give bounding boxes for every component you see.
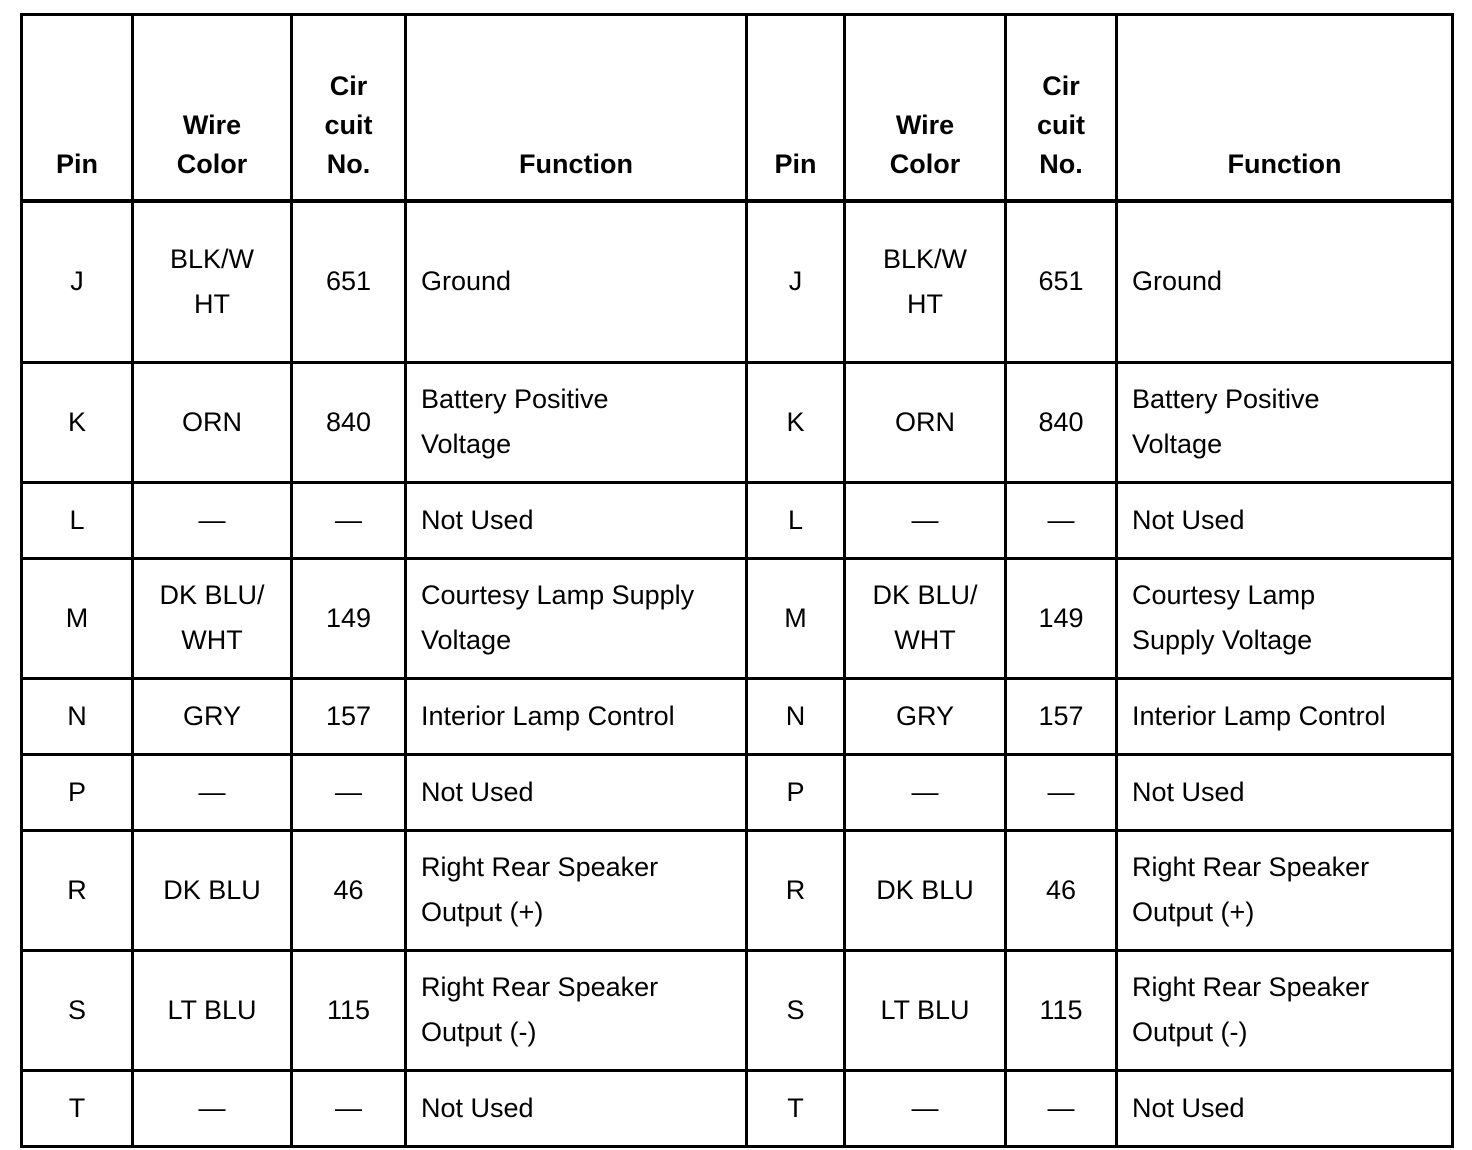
table-row [22, 754, 1453, 830]
wire-color-cell-2-text: ORN [895, 406, 955, 437]
wire-color-cell-2 [845, 558, 1006, 678]
circuit-no-cell-2-text: 115 [1039, 994, 1083, 1025]
wire-color-cell-2 [845, 830, 1006, 950]
pin-cell-2-text: K [786, 406, 805, 437]
function-cell-2-text: Right Rear Speaker Output (-) [1132, 972, 1370, 1047]
function-cell [406, 201, 747, 363]
table-row [22, 482, 1453, 558]
circuit-no-cell-text: — [335, 1092, 362, 1123]
wire-color-cell [133, 1070, 292, 1146]
wire-color-cell-text: BLK/W HT [169, 243, 255, 319]
wire-color-cell-2-text: GRY [895, 700, 955, 731]
pin-cell-text: R [67, 874, 87, 905]
circuit-no-cell-text: — [335, 776, 362, 807]
pin-cell-2-text: M [784, 602, 807, 633]
circuit-no-cell [292, 362, 406, 482]
circuit-no-cell-2 [1006, 950, 1117, 1070]
wire-color-cell-text: DK BLU [163, 874, 261, 905]
circuit-no-cell [292, 678, 406, 754]
table-row [22, 678, 1453, 754]
pin-cell-text: N [67, 700, 87, 731]
circuit-no-cell-2 [1006, 362, 1117, 482]
pin-cell-2 [747, 754, 845, 830]
pin-cell-2 [747, 950, 845, 1070]
table-row [22, 558, 1453, 678]
circuit-no-cell [292, 201, 406, 363]
pin-cell-2 [747, 482, 845, 558]
pin-cell-text: T [68, 1092, 86, 1123]
pin-cell [22, 950, 133, 1070]
function-cell-text: Right Rear Speaker Output (+) [421, 852, 659, 927]
wire-color-cell-2-text: LT BLU [880, 994, 970, 1025]
pin-cell-2 [747, 1070, 845, 1146]
function-cell-2-text: Ground [1132, 266, 1223, 296]
wire-color-header-2: Wire Color [845, 15, 1006, 201]
circuit-no-cell-text: — [335, 504, 362, 535]
circuit-no-header: Cir cuit No. [292, 15, 406, 201]
function-cell [406, 1070, 747, 1146]
pin-cell-2 [747, 201, 845, 363]
pin-cell [22, 201, 133, 363]
circuit-no-cell-text: 157 [325, 700, 372, 731]
circuit-no-cell-text: 115 [326, 994, 371, 1025]
function-header-2: Function [1117, 15, 1453, 201]
circuit-no-cell-text: 651 [325, 266, 372, 296]
pin-header: Pin [22, 15, 133, 201]
wire-color-cell [133, 830, 292, 950]
wire-color-cell-2-text: — [911, 776, 939, 807]
function-cell [406, 482, 747, 558]
pin-cell-2 [747, 830, 845, 950]
pin-cell-text: J [70, 266, 84, 296]
pin-cell [22, 558, 133, 678]
circuit-no-cell-text: 46 [333, 874, 364, 905]
pin-cell-2 [747, 558, 845, 678]
wire-color-cell-2-text: — [911, 1092, 939, 1123]
pin-cell-2-text: R [785, 874, 806, 905]
wire-color-cell-2 [845, 1070, 1006, 1146]
wire-color-cell-text: — [198, 776, 226, 807]
table-row [22, 201, 1453, 363]
function-cell-2 [1117, 1070, 1453, 1146]
header-row [22, 15, 1453, 201]
wire-color-cell-2 [845, 362, 1006, 482]
wire-color-cell [133, 558, 292, 678]
wire-color-cell [133, 678, 292, 754]
function-cell-text: Battery Positive Voltage [421, 384, 609, 459]
function-cell-2 [1117, 678, 1453, 754]
circuit-no-cell-2 [1006, 1070, 1117, 1146]
pin-cell [22, 1070, 133, 1146]
pin-cell-text: K [67, 406, 86, 437]
function-cell-text: Ground [421, 266, 512, 296]
function-cell-text: Not Used [421, 776, 534, 807]
wire-color-cell-2-text: DK BLU [876, 874, 974, 905]
pin-cell-2-text: T [787, 1092, 804, 1123]
function-cell-text: Not Used [421, 504, 534, 535]
function-header: Function [406, 15, 747, 201]
function-cell-2-text: Interior Lamp Control [1132, 700, 1386, 731]
function-cell [406, 950, 747, 1070]
wire-color-cell [133, 950, 292, 1070]
table-row [22, 362, 1453, 482]
function-cell-text: Not Used [421, 1092, 534, 1123]
wire-color-cell-2-text: DK BLU/ WHT [872, 580, 978, 655]
circuit-no-cell [292, 482, 406, 558]
circuit-no-cell [292, 830, 406, 950]
pin-cell [22, 678, 133, 754]
circuit-no-cell-text: 149 [325, 602, 372, 633]
table-row [22, 830, 1453, 950]
function-cell [406, 362, 747, 482]
function-cell [406, 558, 747, 678]
wire-color-cell-text: LT BLU [167, 994, 257, 1025]
function-cell-text: Interior Lamp Control [421, 700, 675, 731]
pin-cell-2-text: P [786, 776, 805, 807]
pin-cell-text: M [65, 602, 89, 633]
circuit-no-cell-2 [1006, 830, 1117, 950]
function-cell [406, 754, 747, 830]
pin-cell-2 [747, 362, 845, 482]
function-cell-text: Right Rear Speaker Output (-) [421, 972, 659, 1047]
circuit-no-cell-text: 840 [325, 406, 372, 437]
wire-color-header: Wire Color [133, 15, 292, 201]
function-cell-2 [1117, 482, 1453, 558]
circuit-no-cell [292, 558, 406, 678]
function-cell-2-text: Not Used [1132, 504, 1245, 535]
wire-color-cell-2 [845, 482, 1006, 558]
connector-pin-table [20, 13, 1454, 1148]
pin-cell-2-text: L [787, 504, 804, 535]
circuit-no-cell-2-text: 840 [1038, 406, 1084, 437]
circuit-no-cell-2 [1006, 558, 1117, 678]
function-cell-2-text: Not Used [1132, 1092, 1245, 1123]
function-cell-2-text: Not Used [1132, 776, 1245, 807]
wire-color-cell-2 [845, 754, 1006, 830]
pin-cell-2-text: J [788, 266, 803, 296]
function-cell [406, 830, 747, 950]
circuit-no-cell-2-text: — [1047, 504, 1075, 535]
pin-cell-2-text: S [786, 994, 805, 1025]
pin-cell-text: L [69, 504, 85, 535]
wire-color-cell [133, 201, 292, 363]
function-cell-2-text: Right Rear Speaker Output (+) [1132, 852, 1370, 927]
circuit-no-cell [292, 950, 406, 1070]
function-cell-2 [1117, 754, 1453, 830]
circuit-no-cell-2 [1006, 201, 1117, 363]
function-cell-text: Courtesy Lamp Supply Voltage [421, 580, 695, 655]
pin-cell [22, 830, 133, 950]
wire-color-cell-2 [845, 950, 1006, 1070]
wire-color-cell [133, 362, 292, 482]
circuit-no-cell-2-text: 651 [1038, 266, 1084, 296]
function-cell-2-text: Battery Positive Voltage [1132, 384, 1320, 459]
pin-cell-text: P [67, 776, 86, 807]
pin-cell-text: S [67, 994, 86, 1025]
circuit-no-cell [292, 754, 406, 830]
pin-cell [22, 482, 133, 558]
circuit-no-cell-2 [1006, 678, 1117, 754]
wire-color-cell [133, 482, 292, 558]
wire-color-cell-2 [845, 678, 1006, 754]
function-cell-2 [1117, 950, 1453, 1070]
wire-color-cell-text: DK BLU/ WHT [159, 580, 265, 655]
circuit-no-cell-2-text: — [1047, 776, 1075, 807]
wire-color-cell-text: — [198, 504, 226, 535]
circuit-no-cell-2-text: 149 [1038, 602, 1084, 633]
circuit-no-cell [292, 1070, 406, 1146]
circuit-no-cell-2-text: 46 [1045, 874, 1077, 905]
wire-color-cell-2-text: — [911, 504, 939, 535]
function-cell-2 [1117, 201, 1453, 363]
wire-color-cell-text: GRY [182, 700, 242, 731]
function-cell-2 [1117, 558, 1453, 678]
pin-cell [22, 362, 133, 482]
function-cell [406, 678, 747, 754]
wire-color-cell-text: — [198, 1092, 226, 1123]
pin-cell-2 [747, 678, 845, 754]
wire-color-cell [133, 754, 292, 830]
wire-color-cell-2 [845, 201, 1006, 363]
circuit-no-cell-2 [1006, 754, 1117, 830]
wire-color-cell-text: ORN [182, 406, 242, 437]
circuit-no-cell-2-text: 157 [1038, 700, 1084, 731]
circuit-no-cell-2-text: — [1047, 1092, 1075, 1123]
pin-header-2: Pin [747, 15, 845, 201]
function-cell-2 [1117, 362, 1453, 482]
function-cell-2 [1117, 830, 1453, 950]
circuit-no-cell-2 [1006, 482, 1117, 558]
table-row [22, 1070, 1453, 1146]
pin-cell-2-text: N [785, 700, 806, 731]
function-cell-2-text: Courtesy Lamp Supply Voltage [1132, 580, 1316, 655]
wire-color-cell-2-text: BLK/W HT [882, 243, 968, 319]
circuit-no-header-2: Cir cuit No. [1006, 15, 1117, 201]
table-row [22, 950, 1453, 1070]
pin-cell [22, 754, 133, 830]
